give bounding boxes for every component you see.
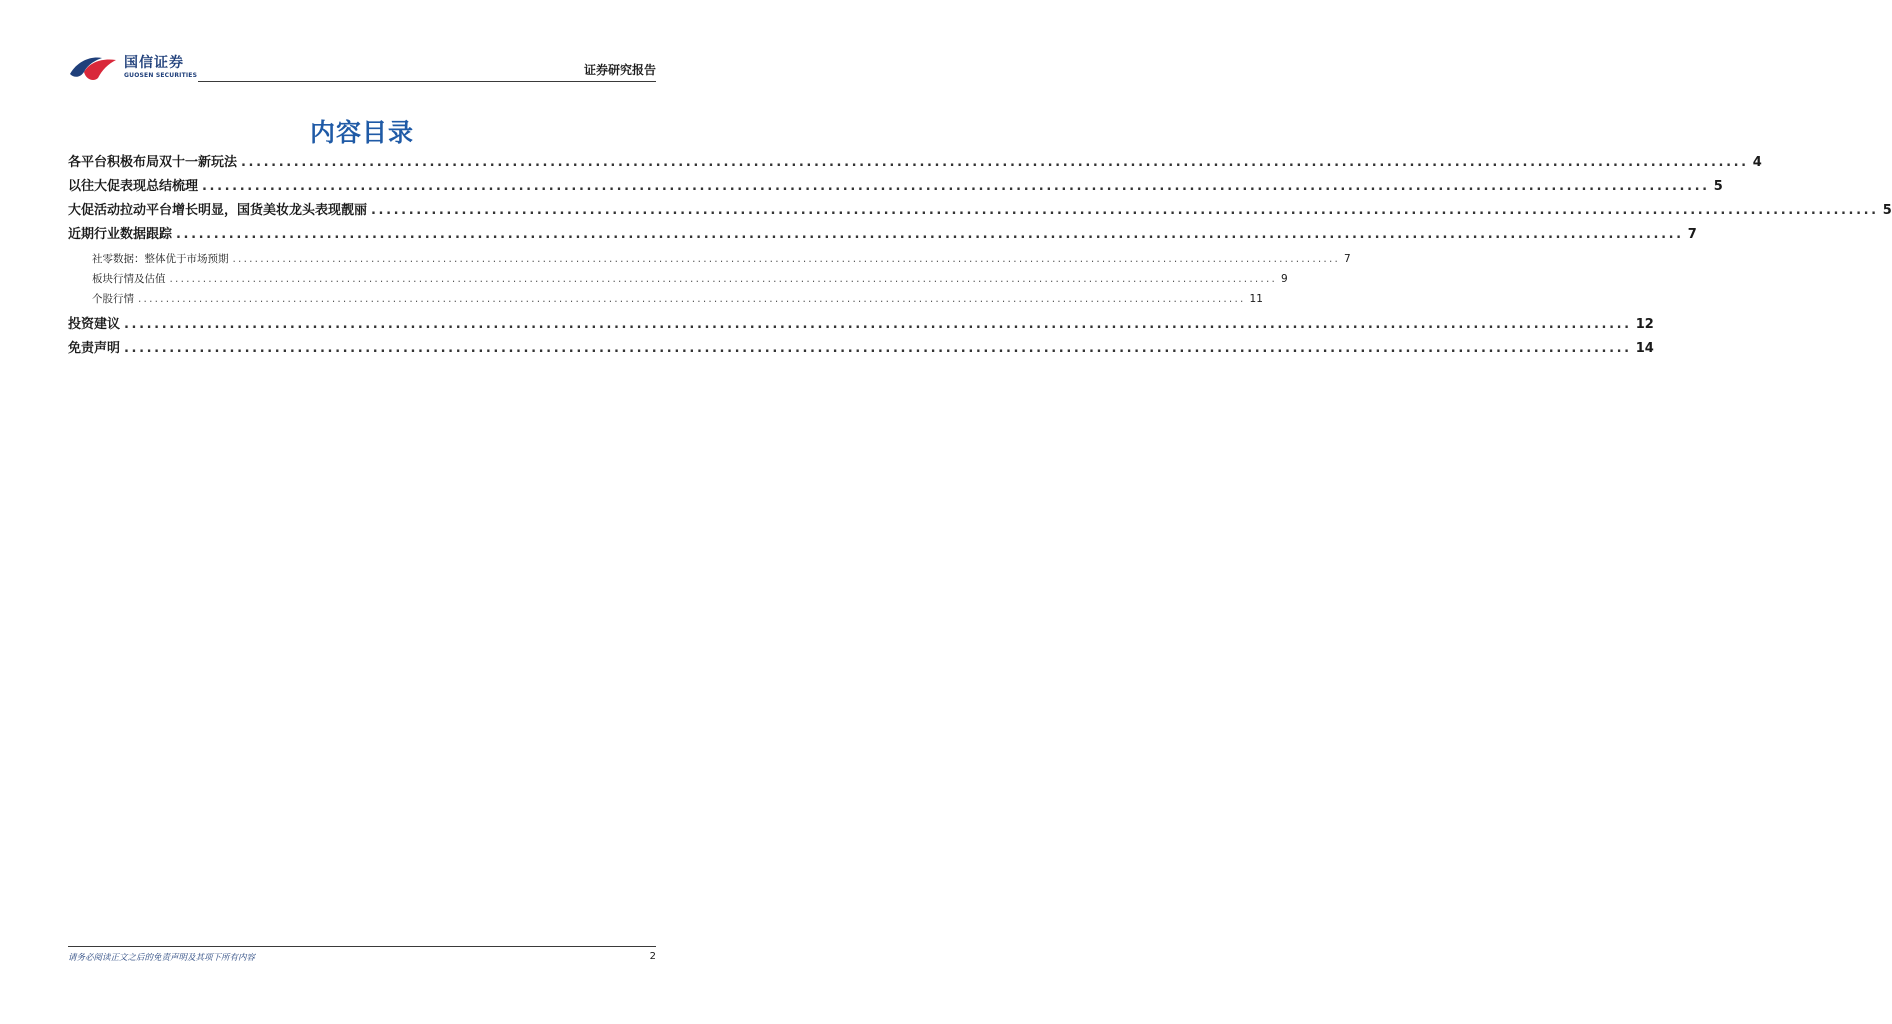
toc-entry-label: 大促活动拉动平台增长明显，国货美妆龙头表现靓丽 [68, 203, 368, 218]
toc-entry-page: 14 [1635, 341, 1654, 356]
toc-entry-page: 11 [1249, 293, 1263, 305]
toc-subentry[interactable] [68, 271, 1288, 291]
toc-entry-label: 近期行业数据跟踪 [68, 227, 173, 242]
toc-entry-page: 5 [1713, 179, 1723, 194]
toc-dot-leader: ........................................................................................................................................................................................................ [241, 155, 1749, 170]
toc-entry[interactable] [68, 175, 1723, 199]
toc-entry[interactable] [68, 199, 1892, 223]
footer-divider [68, 946, 656, 947]
page-header [68, 50, 656, 86]
toc-title: 内容目录 [309, 118, 414, 147]
brand-name-cn: 国信证券 [124, 54, 184, 71]
toc-entry-label: 各平台积极布局双十一新玩法 [68, 155, 238, 170]
toc-dot-leader: ........................................................................................................................................................................................................ [176, 227, 1684, 242]
toc-entry[interactable] [68, 223, 1697, 247]
toc-dot-leader: ........................................................................................................................................................................................................ [202, 179, 1710, 194]
page-number: 2 [649, 951, 656, 962]
toc-dot-leader: ........................................................................................................................................................................................................ [169, 273, 1278, 285]
toc-subentry[interactable] [68, 251, 1351, 271]
toc-entry-page: 4 [1752, 155, 1762, 170]
header-divider [198, 81, 656, 82]
toc-entry-label: 免责声明 [68, 341, 121, 356]
toc-dot-leader: ........................................................................................................................................................................................................ [371, 203, 1879, 218]
toc-entry-label: 社零数据：整体优于市场预期 [92, 253, 229, 265]
brand-name-en: GUOSEN SECURITIES [124, 71, 198, 79]
toc-entry-page: 7 [1687, 227, 1697, 242]
toc-subentry[interactable] [68, 291, 1263, 311]
toc-entry-page: 12 [1635, 317, 1654, 332]
report-type-label: 证券研究报告 [583, 63, 656, 77]
guosen-logo [68, 50, 197, 84]
toc-dot-leader: ........................................................................................................................................................................................................ [138, 293, 1246, 305]
toc-entry-label: 以往大促表现总结梳理 [68, 179, 199, 194]
toc-entry-page: 9 [1281, 273, 1288, 285]
guosen-logo-icon [68, 52, 118, 82]
toc-dot-leader: ........................................................................................................................................................................................................ [124, 341, 1632, 356]
toc-entry-label: 板块行情及估值 [92, 273, 166, 285]
page-footer [68, 946, 656, 963]
toc-entry-label: 个股行情 [92, 293, 134, 305]
toc-dot-leader: ........................................................................................................................................................................................................ [232, 253, 1341, 265]
toc-entry-label: 投资建议 [68, 317, 121, 332]
disclaimer-note: 请务必阅读正文之后的免责声明及其项下所有内容 [68, 953, 256, 963]
toc-entry[interactable] [68, 313, 1654, 337]
toc-dot-leader: ........................................................................................................................................................................................................ [124, 317, 1632, 332]
toc-entry[interactable] [68, 337, 1654, 361]
toc-entry-page: 5 [1882, 203, 1892, 218]
toc-entry-page: 7 [1344, 253, 1351, 265]
toc-entry[interactable] [68, 151, 1762, 175]
